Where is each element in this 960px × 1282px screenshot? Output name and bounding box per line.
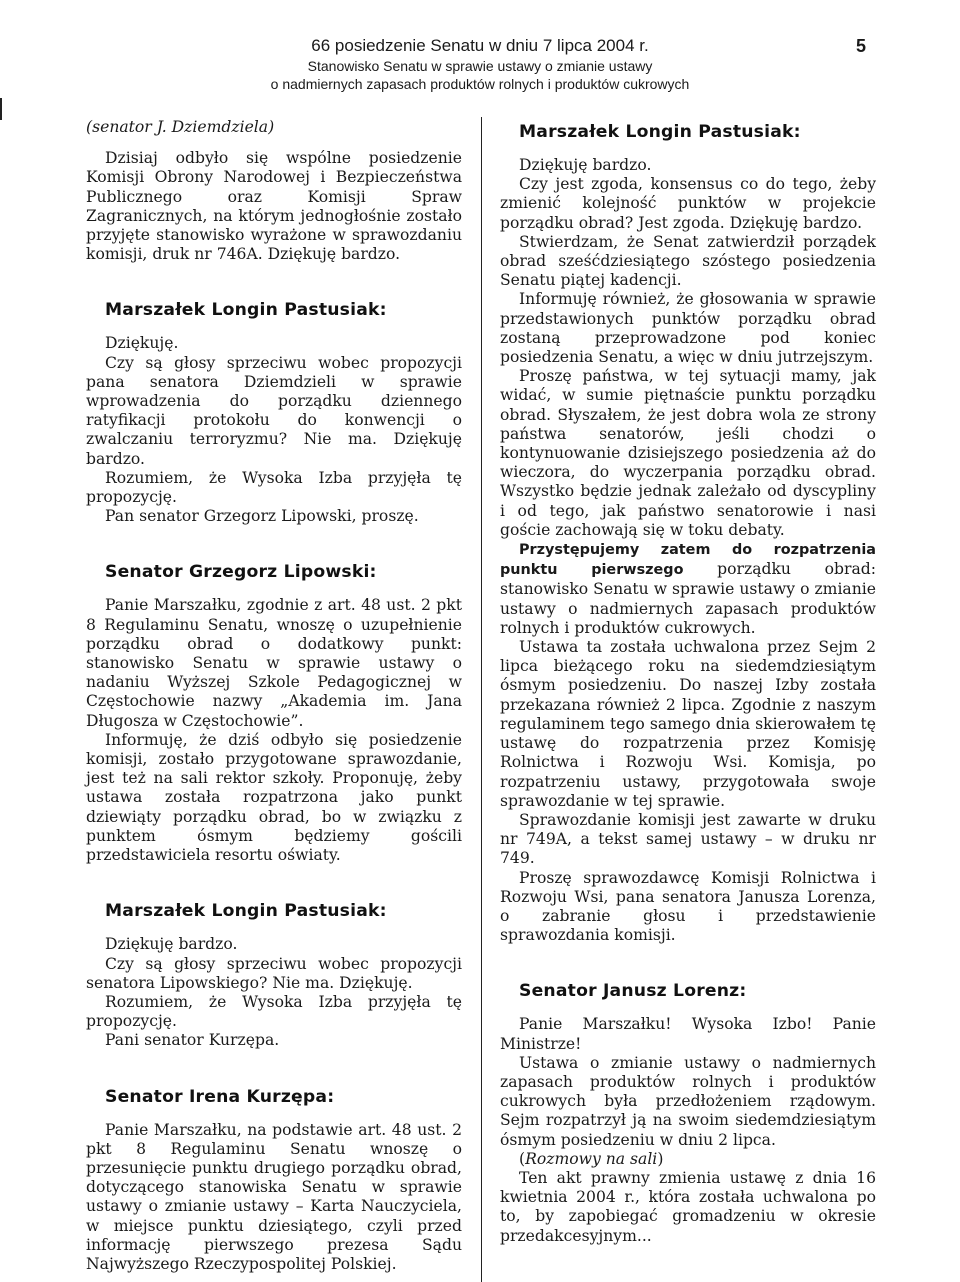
paragraph: Sprawozdanie komisji jest zawarte w druku nr 749A, a tekst samej ustawy – w druku nr 749. [500,810,876,868]
left-margin-rule [0,98,2,120]
page-number: 5 [856,36,867,56]
paragraph: Ustawa o zmianie ustawy o nadmiernych zapasach produktów rolnych i produktów cukrowych była przedłożeniem rządowym. Sejm rozpatrzył ją na swoim siedemdziesiątym ósmym posiedzeniu w dniu 2 lipca. [500,1053,876,1149]
paragraph: Informuję, że dziś odbyło się posiedzenie komisji, zostało przygotowane sprawozdanie, jest też na sali rektor szkoły. Proponuję, żeby ustawa została rozpatrzona jako punkt dziewiąty porządku obrad, bo w związku z punktem ósmym będziemy gościli przedstawiciela resortu oświaty. [86,730,462,865]
paragraph: Stwierdzam, że Senat zatwierdził porządek obrad sześćdziesiątego szóstego posiedzenia Senatu piątej kadencji. [500,232,876,290]
paragraph: Proszę państwa, w tej sytuacji mamy, jak widać, w sumie piętnaście punktu porządku obrad. Słyszałem, że jest dobra wola ze strony państwa senatorów, jeśli chodzi o kontynuowanie dzisiejszego posiedzenia aż do wieczora, do wyczerpania porządku obrad. Wszystko będzie jednak zależało od dyscypliny i od tego, jak państwo senatorowie i nasi goście zachowają się w toku debaty. [500,367,876,539]
speaker-heading: Senator Irena Kurzępa: [105,1086,335,1107]
speaker-heading: Marszałek Longin Pastusiak: [519,122,801,142]
paragraph: Ten akt prawny zmienia ustawę z dnia 16 kwietnia 2004 r., która została uchwalona po to, by zapobiegać gromadzeniu w okresie przedakcesyjnym... [500,1168,876,1245]
speaker-heading: Marszałek Longin Pastusiak: [105,300,387,321]
speaker-heading: Senator Janusz Lorenz: [519,981,747,1002]
paragraph: Czy jest zgoda, konsensus co do tego, żeby zmienić kolejność punktów w projekcie porządku obrad? Jest zgoda. Dziękuję bardzo. [500,175,876,232]
paragraph: Dziękuję bardzo. [519,156,652,174]
speaker-continuation-note: (senator J. Dziemdziela) [86,118,275,136]
left-column [86,118,462,1274]
paragraph: Dziękuję bardzo. [105,935,238,954]
paren-open: ( [519,1149,526,1168]
paragraph: Panie Marszałku, na podstawie art. 48 ust. 2 pkt 8 Regulaminu Senatu wnoszę o przesunięcie punktu drugiego porządku obrad, dotyczącego stanowiska Senatu w sprawie ustawy o zmianie ustawy – Karta Nauczyciela, w miejsce punktu dziesiątego, czyli przed informację pierwszego prezesa Sądu Najwyższego Rzeczypospolitej Polskiej. [86,1120,462,1273]
agenda-item-bold-lead: Przystępujemy zatem do rozpatrzenia punktu pierwszego [500,542,876,579]
right-column [500,118,876,1246]
paragraph: Czy są głosy sprzeciwu wobec propozycji senatora Lipowskiego? Nie ma. Dziękuję. [86,954,462,992]
paragraph: Informuję również, że głosowania w sprawie przedstawionych punktów porządku obrad zostaną przeprowadzone pod koniec posiedzenia Senatu, a więc w dniu jutrzejszym. [500,290,876,367]
paragraph: Czy są głosy sprzeciwu wobec propozycji pana senatora Dziemdzieli w sprawie wprowadzenia do porządku dziennego ratyfikacji protokołu do konwencji o zwalczaniu terroryzmu? Nie ma. Dziękuję bardzo. [86,353,462,468]
stage-direction [500,1150,876,1169]
paragraph: Rozumiem, że Wysoka Izba przyjęła tę propozycję. [86,992,462,1031]
running-title-line-1: Stanowisko Senatu w sprawie ustawy o zmianie ustawy [307,58,653,74]
paragraph: Pani senator Kurzępa. [105,1031,280,1050]
column-divider [481,117,482,1282]
paragraph: Ustawa ta została uchwalona przez Sejm 2 lipca bieżącego roku na siedemdziesiątym ósmym posiedzeniu. Do naszej Izby została przekazana również 2 lipca. Zgodnie z naszym regulaminem tego samego dnia skierowałem tę ustawę do rozpatrzenia przez Komisję Rolnictwa i Rozwoju Wsi. Komisja, po rozpatrzeniu ustawy, przygotowała swoje sprawozdanie w tej sprawie. [500,638,876,810]
paragraph: Rozumiem, że Wysoka Izba przyjęła tę propozycję. [86,468,462,507]
paren-close: ) [657,1149,664,1168]
paragraph: Dzisiaj odbyło się wspólne posiedzenie Komisji Obrony Narodowej i Bezpieczeństwa Publicznego oraz Komisji Spraw Zagranicznych, na którym jednogłośnie zostało przyjęte stanowisko wyrażone w sprawozdaniu komisji, druk nr 746A. Dziękuję bardzo. [86,149,462,264]
agenda-item-text: porządku obrad: stanowisko Senatu w sprawie ustawy o zmianie ustawy o nadmiernych zapasach produktów rolnych i produktów cukrowych. [500,560,876,637]
speaker-heading: Marszałek Longin Pastusiak: [105,901,387,922]
paragraph: Pan senator Grzegorz Lipowski, proszę. [105,507,419,526]
paragraph: Panie Marszałku! Wysoka Izbo! Panie Ministrze! [500,1015,876,1053]
speaker-heading: Senator Grzegorz Lipowski: [105,562,377,583]
paragraph: Dziękuję. [105,334,179,353]
paragraph: Proszę sprawozdawcę Komisji Rolnictwa i Rozwoju Wsi, pana senatora Janusza Lorenza, o zabranie głosu i przedstawienie sprawozdania komisji. [500,868,876,945]
running-title-line-2: o nadmiernych zapasach produktów rolnych i produktów cukrowych [270,76,690,92]
session-title: 66 posiedzenie Senatu w dniu 7 lipca 2004 r. [311,36,649,55]
paragraph: Panie Marszałku, zgodnie z art. 48 ust. 2 pkt 8 Regulaminu Senatu, wnoszę o uzupełnienie porządku obrad o dodatkowy punkt: stanowisko Senatu w sprawie ustawy o nadaniu Wyższej Szkole Pedagogicznej w Częstochowie nazwy „Akademia im. Jana Długosza w Częstochowie”. [86,596,462,730]
paragraph [500,540,876,638]
stage-direction-text: Rozmowy na sali [525,1149,658,1168]
